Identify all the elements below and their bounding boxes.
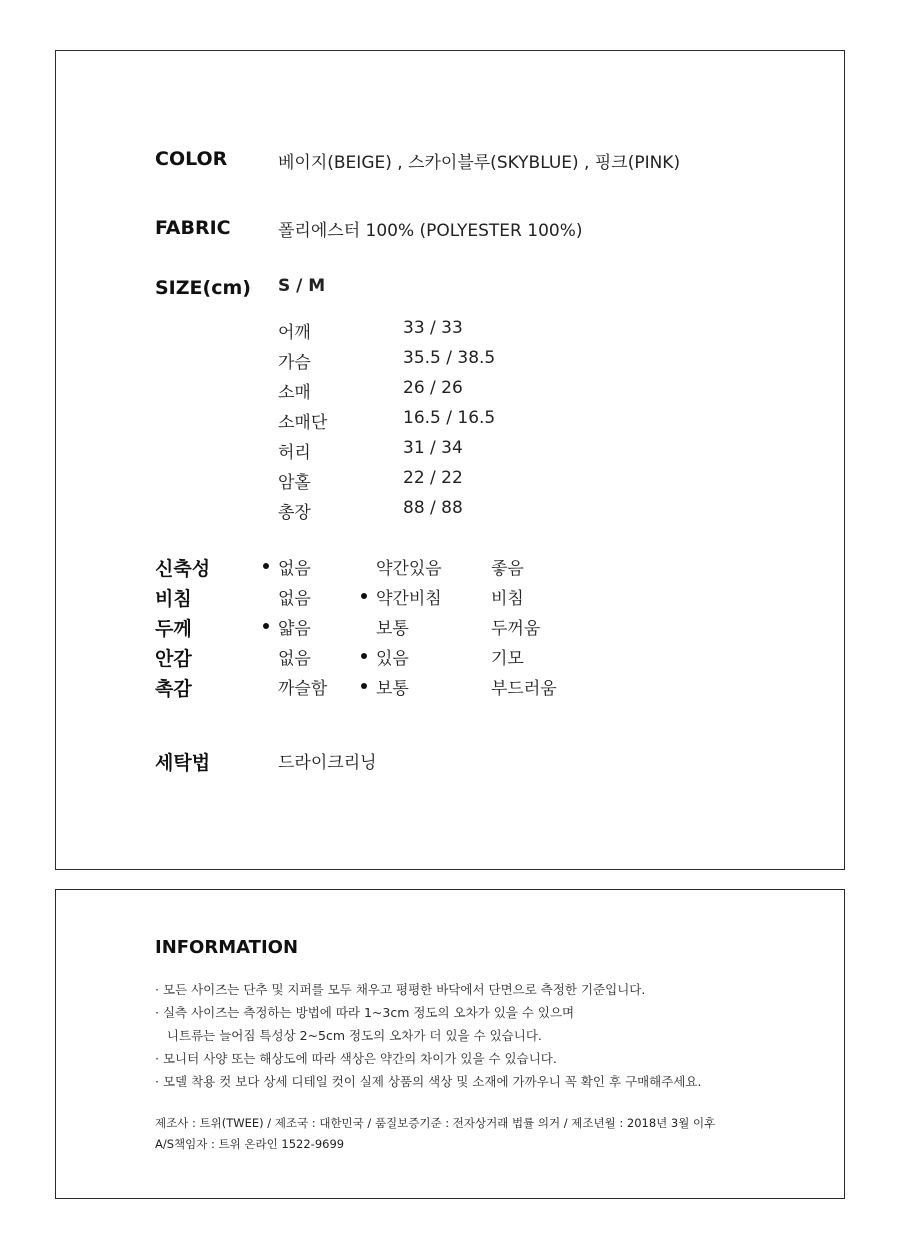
attribute-label: 비침	[155, 588, 192, 610]
manufacturer-info: 제조사 : 트위(TWEE) / 제조국 : 대한민국 / 품질보증기준 : 전자상거래 법률 의거 / 제조년월 : 2018년 3월 이후	[155, 1116, 716, 1130]
info-note: 니트류는 늘어짐 특성상 2~5cm 정도의 오차가 더 있을 수 있습니다.	[155, 1028, 542, 1043]
color-label: COLOR	[155, 148, 228, 170]
size-row-name: 암홀	[278, 473, 311, 493]
attribute-option: 얇음	[278, 619, 311, 639]
size-row-name: 가슴	[278, 353, 311, 373]
information-panel	[55, 889, 845, 1199]
color-value: 베이지(BEIGE) , 스카이블루(SKYBLUE) , 핑크(PINK)	[278, 153, 681, 173]
as-contact-info: A/S책임자 : 트위 온라인 1522-9699	[155, 1137, 345, 1151]
attribute-label: 안감	[155, 648, 192, 670]
attribute-label: 신축성	[155, 558, 211, 580]
size-label: SIZE(cm)	[155, 277, 251, 299]
attribute-option: 약간있음	[376, 559, 442, 579]
attribute-option: 없음	[278, 649, 311, 669]
attribute-option: 좋음	[491, 559, 524, 579]
size-row-value: 31 / 34	[403, 438, 463, 458]
attribute-label: 촉감	[155, 678, 192, 700]
attribute-option: 보통	[376, 679, 409, 699]
info-note: · 모델 착용 컷 보다 상세 디테일 컷이 실제 상품의 색상 및 소재에 가까우니 꼭 확인 후 구매해주세요.	[155, 1074, 702, 1089]
attribute-option: 없음	[278, 559, 311, 579]
size-row-value: 35.5 / 38.5	[403, 348, 496, 368]
washing-value: 드라이크리닝	[278, 753, 377, 773]
selected-bullet-icon	[361, 653, 367, 659]
attribute-option: 부드러움	[491, 679, 557, 699]
attribute-option: 기모	[491, 649, 524, 669]
selected-bullet-icon	[263, 623, 269, 629]
attribute-option: 비침	[491, 589, 524, 609]
attribute-option: 두꺼움	[491, 619, 541, 639]
selected-bullet-icon	[361, 683, 367, 689]
info-note: · 모니터 사양 또는 해상도에 따라 색상은 약간의 차이가 있을 수 있습니다.	[155, 1051, 557, 1066]
size-row-name: 소매단	[278, 413, 328, 433]
size-row-value: 33 / 33	[403, 318, 463, 338]
size-row-name: 총장	[278, 503, 311, 523]
attribute-option: 없음	[278, 589, 311, 609]
size-row-value: 88 / 88	[403, 498, 463, 518]
info-note: · 실측 사이즈는 측정하는 방법에 따라 1~3cm 정도의 오차가 있을 수 있으며	[155, 1005, 575, 1020]
fabric-label: FABRIC	[155, 217, 231, 239]
size-row-value: 16.5 / 16.5	[403, 408, 496, 428]
attribute-option: 까슬함	[278, 679, 328, 699]
selected-bullet-icon	[263, 563, 269, 569]
attribute-option: 보통	[376, 619, 409, 639]
size-row-value: 22 / 22	[403, 468, 463, 488]
attribute-option: 약간비침	[376, 589, 442, 609]
information-title: INFORMATION	[155, 937, 299, 958]
attribute-option: 있음	[376, 649, 409, 669]
size-row-name: 어깨	[278, 323, 311, 343]
size-options: S / M	[278, 276, 326, 296]
washing-label: 세탁법	[155, 752, 211, 774]
size-row-name: 허리	[278, 443, 311, 463]
size-row-value: 26 / 26	[403, 378, 463, 398]
attribute-label: 두께	[155, 618, 192, 640]
fabric-value: 폴리에스터 100% (POLYESTER 100%)	[278, 221, 583, 241]
info-note: · 모든 사이즈는 단추 및 지퍼를 모두 채우고 평평한 바닥에서 단면으로 측정한 기준입니다.	[155, 982, 646, 997]
product-spec-panel	[55, 50, 845, 870]
size-row-name: 소매	[278, 383, 311, 403]
selected-bullet-icon	[361, 593, 367, 599]
